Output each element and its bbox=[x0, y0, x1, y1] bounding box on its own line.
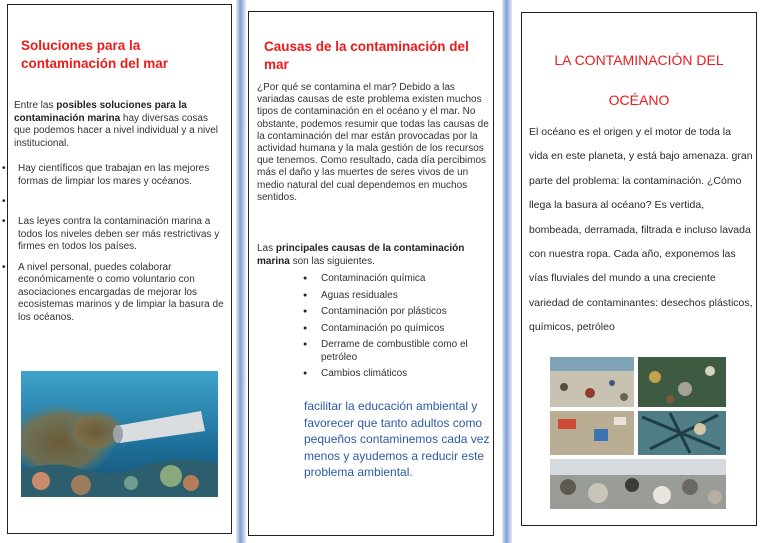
solutions-intro bbox=[14, 100, 226, 150]
causes-intro bbox=[257, 243, 489, 268]
intro-text-bold: posibles soluciones para la contaminación marina bbox=[14, 100, 187, 124]
fold-divider-right bbox=[502, 0, 512, 543]
list-item: ● Aguas residuales bbox=[297, 290, 487, 303]
pollution-photo-collage bbox=[550, 357, 726, 509]
causes-intro-bold: principales causas de la contaminación marina bbox=[257, 243, 465, 267]
cover-panel bbox=[521, 12, 757, 526]
cover-body: El océano es el origen y el motor de toda la vida en este planeta, y está bajo amenaza. gran parte del problema: la contaminación. ¿Cómo llega la basura al océano? Es vertida, bombeada, derramada, filtrada e incluso lavada con nuestra ropa. Cada año, exponemos las vías fluviales del mundo a una creciente variedad de contaminantes: desechos plásticos, químicos, petróleo bbox=[529, 126, 753, 334]
highlight-text: facilitar la educación ambiental y favorecer que tanto adultos como pequeños contaminemos cada vez menos y ayudemos a reducir este problema ambiental. bbox=[304, 399, 490, 479]
list-item: ● Contaminación po químicos bbox=[297, 323, 487, 336]
causes-intro-end: son las siguientes. bbox=[289, 255, 375, 267]
cover-title-line2: OCÉANO bbox=[608, 92, 670, 108]
underwater-pipe-image bbox=[21, 371, 218, 497]
solutions-panel bbox=[7, 4, 232, 534]
list-item: • Hay científicos que trabajan en las mejores formas de limpiar los mares y océanos. bbox=[8, 163, 230, 188]
intro-text-start: Entre las bbox=[14, 100, 57, 111]
list-item: • A nivel personal, puedes colaborar económicamente o como voluntario con asociaciones encargadas de mejorar los ecosistemas marinos y de limpiar la basura de los océanos. bbox=[8, 262, 230, 325]
intro-text-end: hay diversas cosas que podemos hacer a nivel individual y a nivel institucional. bbox=[14, 112, 219, 149]
causes-intro-start: Las bbox=[257, 243, 276, 254]
solutions-list bbox=[8, 163, 230, 332]
list-item-empty bbox=[8, 196, 230, 208]
fold-divider-left bbox=[236, 0, 246, 543]
solutions-title: Soluciones para la contaminación del mar bbox=[21, 38, 169, 71]
list-item: • Las leyes contra la contaminación marina a todos los niveles deben ser más restrictivas y firmes en todos los países. bbox=[8, 216, 230, 254]
list-item: ● Derrame de combustible como el petróleo bbox=[297, 339, 487, 364]
causes-list bbox=[297, 273, 487, 385]
causes-panel bbox=[248, 11, 494, 536]
cover-title-line1: LA CONTAMINACIÓN DEL bbox=[554, 52, 724, 68]
list-item: ● Cambios climáticos bbox=[297, 368, 487, 381]
list-item: ● Contaminación por plásticos bbox=[297, 306, 487, 319]
causes-body: ¿Por qué se contamina el mar? Debido a las variadas causas de este problema existen muchos tipos de contaminación en el océano y el mar. No obstante, podemos resumir que todas las causas de la contaminación del mar están provocadas por la actividad humana y la mala gestión de los recursos que tenemos. Como resultado, cada día percibimos más el daño y las muertes de seres vivos de un medio natural del cual dependemos en muchos sentidos. bbox=[257, 82, 489, 203]
causes-title: Causas de la contaminación del mar bbox=[264, 39, 469, 72]
list-item: ● Contaminación química bbox=[297, 273, 487, 286]
